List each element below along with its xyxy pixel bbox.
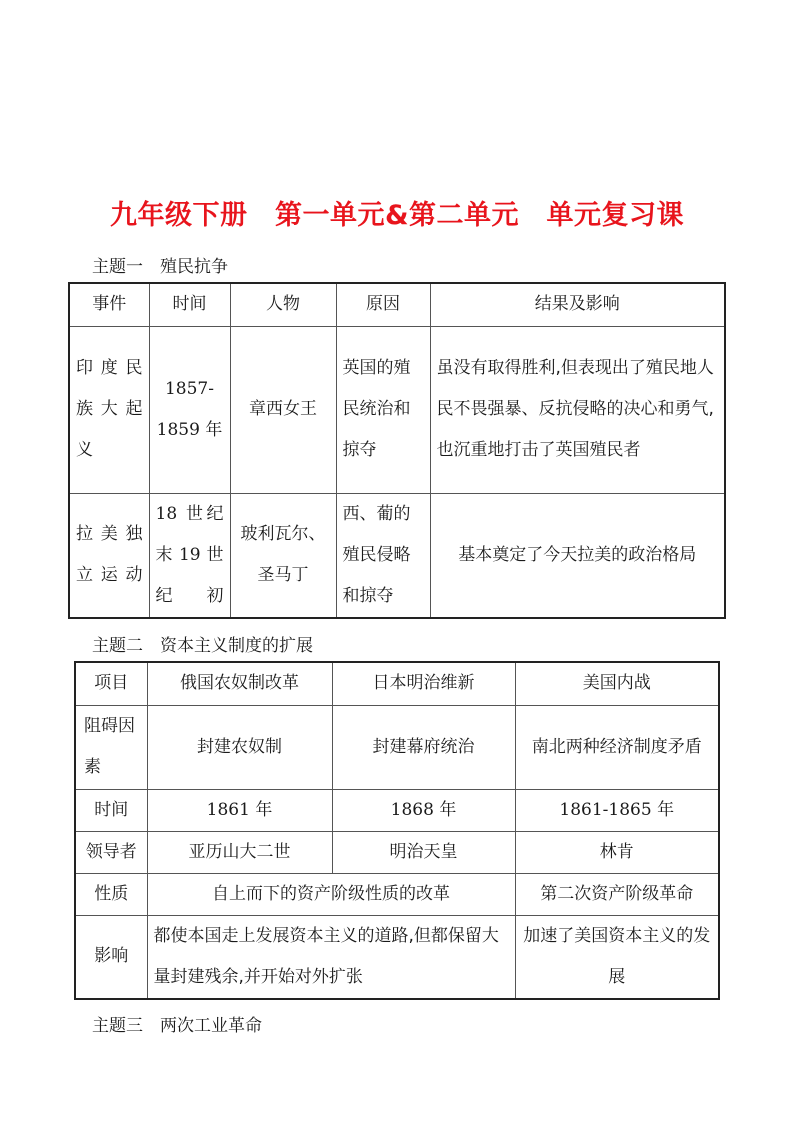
table-cell: 明治天皇 [332,831,515,873]
row-label: 影响 [75,915,147,999]
colonial-resistance-table [68,282,726,619]
table-cell [515,789,719,831]
section-heading-1: 主题一 殖民抗争 [92,257,228,277]
section-heading-2: 主题二 资本主义制度的扩展 [92,636,313,656]
section-heading-3: 主题三 两次工业革命 [92,1016,262,1036]
year-value: 1861-1865 [559,799,652,820]
time-cell [149,326,230,493]
table-cell [332,789,515,831]
result-cell: 虽没有取得胜利,但表现出了殖民地人民不畏强暴、反抗侵略的决心和勇气,也沉重地打击了英国殖民者 [430,326,725,493]
century-text: 世纪末 [155,503,224,565]
header-cell: 时间 [149,283,230,326]
table-cell: 封建幕府统治 [332,705,515,789]
year-value: 1861 [206,799,250,820]
table-cell: 都使本国走上发展资本主义的道路,但都保留大量封建残余,并开始对外扩张 [147,915,515,999]
table-cell: 林肯 [515,831,719,873]
header-cell: 结果及影响 [430,283,725,326]
table-header-row [75,662,719,705]
table-row [75,831,719,873]
table-row [69,493,725,618]
table-row [75,873,719,915]
time-year-end: 1859 [156,419,200,440]
table-row [69,326,725,493]
result-cell: 基本奠定了今天拉美的政治格局 [430,493,725,618]
table-cell: 加速了美国资本主义的发展 [515,915,719,999]
row-label: 时间 [75,789,147,831]
header-cell: 人物 [230,283,336,326]
event-cell: 印度民族大起义 [69,326,149,493]
table-cell: 第二次资产阶级革命 [515,873,719,915]
table-cell [147,789,332,831]
cause-cell: 西、葡的殖民侵略和掠夺 [336,493,430,618]
capitalism-expansion-table [74,661,720,1000]
header-cell: 原因 [336,283,430,326]
table-cell: 自上而下的资产阶级性质的改革 [147,873,515,915]
header-cell: 事件 [69,283,149,326]
document-title: 九年级下册 第一单元&第二单元 单元复习课 [109,200,685,231]
time-unit: 年 [205,419,223,440]
header-cell: 俄国农奴制改革 [147,662,332,705]
header-cell: 日本明治维新 [332,662,515,705]
table-header-row [69,283,725,326]
cause-cell: 英国的殖民统治和掠夺 [336,326,430,493]
table-row [75,789,719,831]
header-cell: 项目 [75,662,147,705]
table-cell: 南北两种经济制度矛盾 [515,705,719,789]
table-cell: 亚历山大二世 [147,831,332,873]
row-label: 阻碍因素 [75,705,147,789]
year-unit: 年 [255,799,273,820]
row-label: 领导者 [75,831,147,873]
year-value: 1868 [390,799,434,820]
table-row [75,915,719,999]
year-unit: 年 [439,799,457,820]
event-cell: 拉美独立运动 [69,493,149,618]
century-text: 世纪初 [155,544,224,606]
century-number: 18 [155,503,178,524]
person-cell: 玻利瓦尔、圣马丁 [230,493,336,618]
year-unit: 年 [657,799,675,820]
row-label: 性质 [75,873,147,915]
time-year-start: 1857- [164,378,214,399]
time-cell [149,493,230,618]
header-cell: 美国内战 [515,662,719,705]
table-row [75,705,719,789]
century-number: 19 [178,544,201,565]
table-cell: 封建农奴制 [147,705,332,789]
person-cell: 章西女王 [230,326,336,493]
